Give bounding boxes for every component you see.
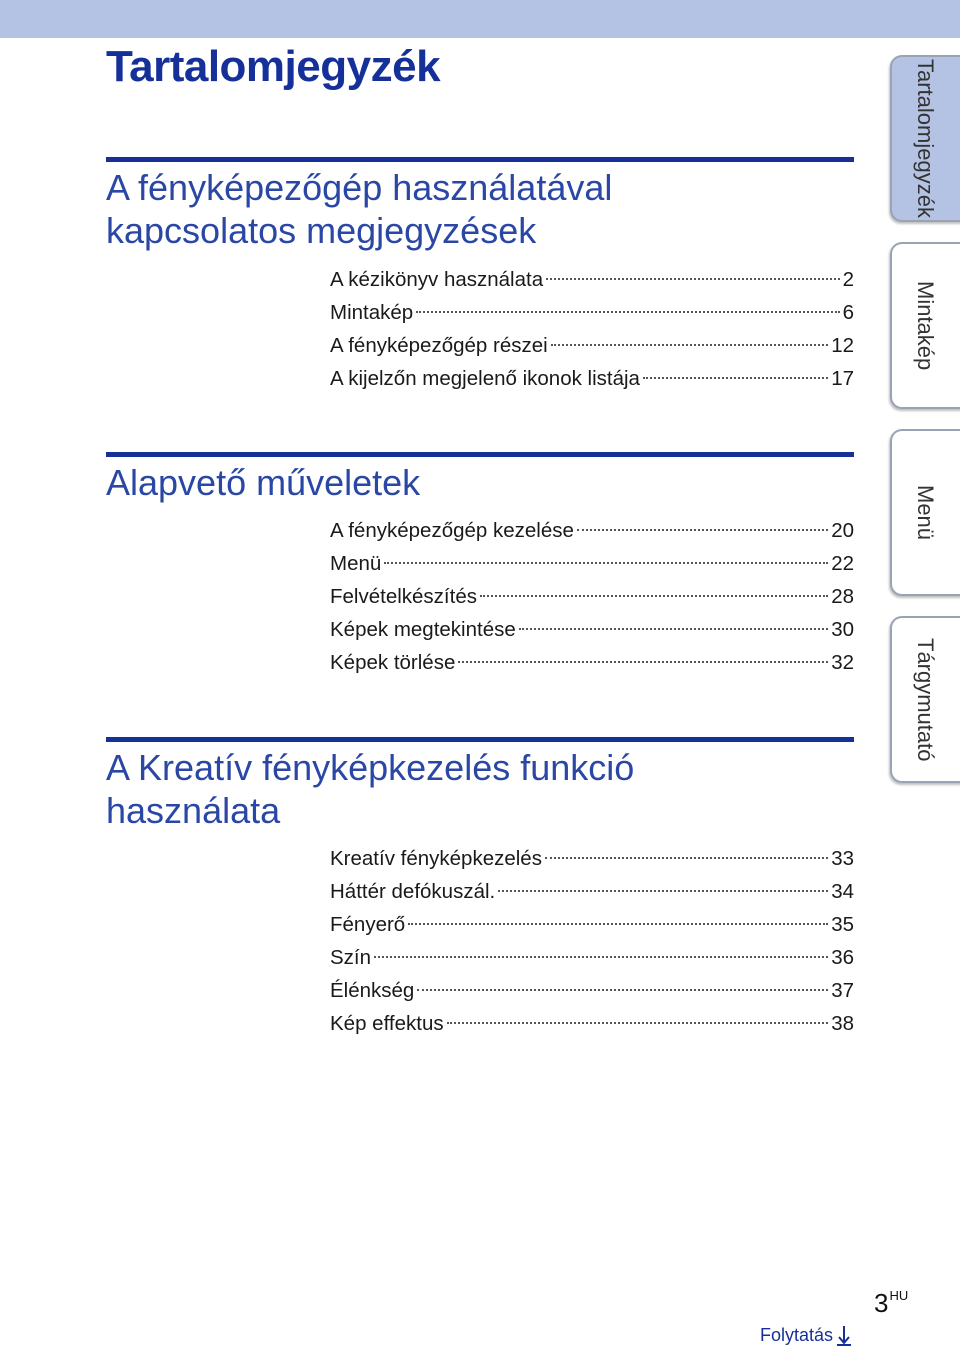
toc-entry-page: 2: [842, 268, 854, 291]
toc-section-creative-photo: [106, 737, 854, 1035]
dot-leader: [416, 311, 839, 313]
dot-leader: [546, 278, 839, 280]
toc-entry-page: 22: [831, 552, 854, 575]
section-heading: [106, 742, 854, 832]
side-tab-mintakep[interactable]: [890, 242, 960, 409]
dot-leader: [577, 529, 828, 531]
dot-leader: [498, 890, 828, 892]
toc-section-basic-operations: [106, 452, 854, 674]
toc-entry-page: 34: [831, 880, 854, 903]
continue-label: Folytatás: [760, 1324, 834, 1345]
toc-entry[interactable]: [330, 514, 854, 547]
side-tab-label: Mintakép: [913, 280, 938, 371]
dot-leader: [643, 377, 828, 379]
page-number: [874, 1288, 908, 1319]
toc-entry-page: 30: [831, 618, 854, 641]
section-heading: [106, 162, 854, 252]
dot-leader: [384, 562, 828, 564]
section-heading-line: kapcsolatos megjegyzések: [106, 210, 537, 251]
toc-section-notes: [106, 157, 854, 390]
section-heading-line: Alapvető műveletek: [106, 462, 421, 503]
toc-entry[interactable]: [330, 908, 854, 941]
dot-leader: [480, 595, 828, 597]
dot-leader: [408, 923, 828, 925]
toc-entry-page: 35: [831, 913, 854, 936]
toc-entry[interactable]: [330, 941, 854, 974]
toc-entry[interactable]: [330, 263, 854, 296]
side-tab-menu[interactable]: [890, 429, 960, 596]
dot-leader: [545, 857, 828, 859]
toc-entry-page: 28: [831, 585, 854, 608]
top-band: [0, 0, 960, 38]
dot-leader: [551, 344, 829, 346]
toc-entry-page: 6: [842, 301, 854, 324]
dot-leader: [519, 628, 828, 630]
dot-leader: [374, 956, 828, 958]
toc-entry-label: Kreatív fényképkezelés: [330, 847, 542, 870]
toc-list: [330, 514, 854, 679]
toc-entry[interactable]: [330, 580, 854, 613]
toc-entry[interactable]: [330, 842, 854, 875]
toc-entry-label: Menü: [330, 552, 382, 575]
toc-entry-label: A kézikönyv használata: [330, 268, 544, 291]
toc-entry-label: A fényképezőgép részei: [330, 334, 548, 357]
toc-entry-label: Élénkség: [330, 979, 415, 1002]
toc-entry-label: Mintakép: [330, 301, 414, 324]
toc-entry-label: Fényerő: [330, 913, 406, 936]
section-heading-line: használata: [106, 790, 281, 831]
toc-entry-page: 37: [831, 979, 854, 1002]
toc-entry-label: A fényképezőgép kezelése: [330, 519, 574, 542]
side-tab-targymutato[interactable]: [890, 616, 960, 783]
toc-entry-page: 32: [831, 651, 854, 674]
side-tab-label: Menü: [913, 484, 938, 541]
toc-entry[interactable]: [330, 1007, 854, 1040]
toc-entry[interactable]: [330, 547, 854, 580]
page-number-language: HU: [889, 1288, 909, 1303]
toc-entry[interactable]: [330, 646, 854, 679]
toc-entry[interactable]: [330, 296, 854, 329]
toc-entry-label: Szín: [330, 946, 372, 969]
toc-entry-label: Kép effektus: [330, 1012, 444, 1035]
dot-leader: [417, 989, 828, 991]
arrow-down-icon: [837, 1324, 851, 1346]
side-tab-label: Tartalomjegyzék: [913, 59, 938, 218]
toc-entry-label: Háttér defókuszál.: [330, 880, 496, 903]
toc-entry-page: 36: [831, 946, 854, 969]
section-heading-line: A fényképezőgép használatával: [106, 167, 613, 208]
toc-entry-label: Felvételkészítés: [330, 585, 477, 608]
toc-entry-page: 33: [831, 847, 854, 870]
toc-entry-page: 12: [831, 334, 854, 357]
page-title: Tartalomjegyzék: [106, 42, 441, 91]
toc-entry-label: Képek megtekintése: [330, 618, 516, 641]
toc-entry[interactable]: [330, 329, 854, 362]
toc-entry-page: 17: [831, 367, 854, 390]
toc-entry-page: 20: [831, 519, 854, 542]
toc-entry[interactable]: [330, 974, 854, 1007]
toc-entry[interactable]: [330, 875, 854, 908]
toc-list: [330, 263, 854, 395]
toc-list: [330, 842, 854, 1040]
page-number-value: 3: [874, 1288, 889, 1318]
dot-leader: [458, 661, 828, 663]
toc-entry-label: Képek törlése: [330, 651, 456, 674]
continue-link[interactable]: [760, 1324, 851, 1346]
section-heading: [106, 457, 854, 504]
toc-entry[interactable]: [330, 613, 854, 646]
toc-entry-label: A kijelzőn megjelenő ikonok listája: [330, 367, 640, 390]
toc-entry-page: 38: [831, 1012, 854, 1035]
toc-entry[interactable]: [330, 362, 854, 395]
side-tab-label: Tárgymutató: [913, 637, 938, 762]
section-heading-line: A Kreatív fényképkezelés funkció: [106, 747, 635, 788]
side-tab-tartalomjegyzek[interactable]: [890, 55, 960, 222]
dot-leader: [447, 1022, 829, 1024]
